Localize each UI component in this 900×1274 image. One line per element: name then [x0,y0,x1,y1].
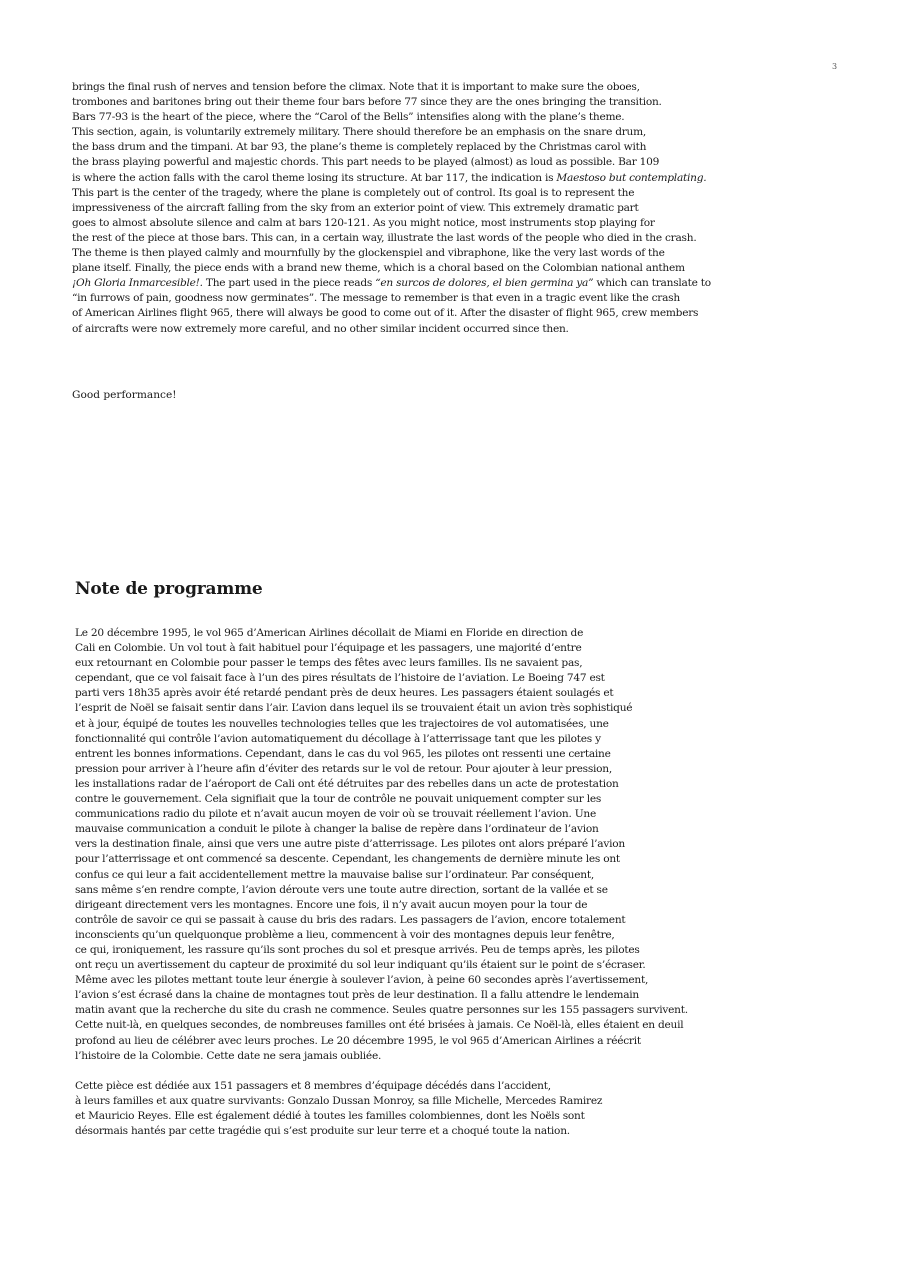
text-line [72,171,812,186]
text-line: eux retournant en Colombie pour passer le temps des fêtes avec leurs familles. Ils ne savaient pas, [75,657,583,670]
text-line: plane itself. Finally, the piece ends with a brand new theme, which is a choral based on the Colombian national anthem [72,262,685,275]
text-line: Cali en Colombie. Un vol tout à fait habituel pour l’équipage et les passagers, une majorité d’entre [75,642,582,655]
text-line: trombones and baritones bring out their theme four bars before 77 since they are the ones bringing the transition. [72,96,662,109]
text-line: l’avion s’est écrasé dans la chaine de montagnes tout près de leur destination. Il a fallu attendre le lendemain [75,989,639,1002]
closing-line: Good performance! [72,389,177,401]
text-line: “in furrows of pain, goodness now germinates”. The message to remember is that even in a tragic event like the crash [72,292,680,305]
text-line: Cette pièce est dédiée aux 151 passagers et 8 membres d’équipage décédés dans l’accident, [75,1079,551,1092]
text-line: inconscients qu’un quelquonque problème a lieu, commencent à voir des montagnes depuis leur fenêtre, [75,928,615,941]
text-line: parti vers 18h35 après avoir été retardé pendant près de deux heures. Les passagers étaient soulagés et [75,687,614,700]
text-line: of aircrafts were now extremely more careful, and no other similar incident occurred since then. [72,322,569,335]
anthem-title: ¡Oh Gloria Inmarcesible!. [72,277,203,290]
text-line: dirigeant directement vers les montagnes. Encore une fois, il n’y avait aucun moyen pour la tour de [75,898,588,911]
text-line: et Mauricio Reyes. Elle est également dédié à toutes les familles colombiennes, dont les Noëls sont [75,1109,585,1122]
text-segment: which can translate to [593,277,711,290]
text-line: matin avant que la recherche du site du crash ne commence. Seules quatre personnes sur les 155 passagers survivent. [75,1004,688,1017]
text-line: contrôle de savoir ce qui se passait à cause du bris des radars. Les passagers de l’avion, encore totalement [75,913,626,926]
text-line [72,276,812,291]
anthem-quote: “en surcos de dolores, el bien germina ya” [375,277,594,290]
text-line: les installations radar de l’aéroport de Cali ont été détruites par des rebelles dans un acte de protestation [75,777,619,790]
text-line: contre le gouvernement. Cela signifiait que la tour de contrôle ne pouvait uniquement compter sur les [75,793,602,806]
text-line: ont reçu un avertissement du capteur de proximité du sol leur indiquant qu’ils étaient sur le point de s’écraser. [75,959,646,972]
text-line: of American Airlines flight 965, there will always be good to come out of it. After the disaster of flight 965, crew members [72,307,699,320]
text-line: the rest of the piece at those bars. This can, in a certain way, illustrate the last words of the people who died in the crash. [72,231,697,244]
text-line: the brass playing powerful and majestic chords. This part needs to be played (almost) as loud as possible. Bar 109 [72,156,660,169]
text-line: impressiveness of the aircraft falling from the sky from an exterior point of view. This extremely dramatic part [72,201,639,214]
text-line: communications radio du pilote et n’avait aucun moyen de voir où se trouvait réellement l’avion. Une [75,808,596,821]
french-body [75,626,795,1064]
text-line: et à jour, équipé de toutes les nouvelles technologies telles que les trajectoires de vol automatisées, une [75,717,609,730]
text-line: fonctionnalité qui contrôle l’avion automatiquement du décollage à l’atterrissage tant que les pilotes y [75,732,601,745]
text-line: l’histoire de la Colombie. Cette date ne sera jamais oubliée. [75,1049,382,1062]
text-line: pour l’atterrissage et ont commencé sa descente. Cependant, les changements de dernière minute les ont [75,853,620,866]
text-line: cependant, que ce vol faisait face à l’un des pires résultats de l’histoire de l’aviation. Le Boeing 747 est [75,672,605,685]
text-line: Bars 77-93 is the heart of the piece, where the “Carol of the Bells” intensifies along with the plane’s theme. [72,111,625,124]
text-line: profond au lieu de célébrer avec leurs proches. Le 20 décembre 1995, le vol 965 d’American Airlines a réécrit [75,1034,641,1047]
section-title: Note de programme [75,579,263,599]
text-line: sans même s’en rendre compte, l’avion déroute vers une toute autre direction, sortant de la vallée et se [75,883,608,896]
text-line: The theme is then played calmly and mournfully by the glockenspiel and vibraphone, like the very last words of the [72,247,665,260]
text-line: This section, again, is voluntarily extremely military. There should therefore be an emphasis on the snare drum, [72,126,647,139]
text-segment: is where the action falls with the carol theme losing its structure. At bar 117, the indication is [72,171,557,184]
text-line: pression pour arriver à l’heure afin d’éviter des retards sur le vol de retour. Pour ajouter à leur pression, [75,762,612,775]
text-line: désormais hantés par cette tragédie qui s’est produite sur leur terre et a choqué toute la nation. [75,1125,570,1137]
text-line: à leurs familles et aux quatre survivants: Gonzalo Dussan Monroy, sa fille Michelle, Mercedes Ramirez [75,1094,603,1107]
text-line: Le 20 décembre 1995, le vol 965 d’American Airlines décollait de Miami en Floride en direction de [75,627,584,639]
text-line: l’esprit de Noël se faisait sentir dans l’air. L’avion dans lequel ils se trouvaient était un avion très sophistiqué [75,702,633,715]
page-number: 3 [832,62,838,71]
text-line: the bass drum and the timpani. At bar 93, the plane’s theme is completely replaced by the Christmas carol with [72,141,647,154]
text-line: This part is the center of the tragedy, where the plane is completely out of control. Its goal is to represent the [72,186,635,199]
text-line: ce qui, ironiquement, les rassure qu’ils sont proches du sol et presque arrivés. Peu de temps après, les pilotes [75,943,640,956]
text-line: entrent les bonnes informations. Cependant, dans le cas du vol 965, les pilotes ont ressenti une certaine [75,747,611,760]
text-segment: The part used in the piece reads [202,277,376,290]
text-line: mauvaise communication a conduit le pilote à changer la balise de repère dans l’ordinateur de l’avion [75,823,599,836]
tempo-indication: Maestoso but contemplating. [556,171,707,184]
text-line: goes to almost absolute silence and calm at bars 120-121. As you might notice, most instruments stop playing for [72,216,655,229]
text-line: confus ce qui leur a fait accidentellement mettre la mauvaise balise sur l’ordinateur. Par conséquent, [75,868,594,881]
french-program-note [75,626,795,1139]
text-line: vers la destination finale, ainsi que vers une autre piste d’atterrissage. Les pilotes ont alors préparé l’avion [75,838,625,851]
text-line: brings the final rush of nerves and tension before the climax. Note that it is important to make sure the oboes, [72,81,640,93]
text-line: Même avec les pilotes mettant toute leur énergie à soulever l’avion, à peine 60 secondes après l’avertissement, [75,974,649,987]
text-line: Cette nuit-là, en quelques secondes, de nombreuses familles ont été brisées à jamais. Ce Noël-là, elles étaient en deuil [75,1019,684,1032]
english-program-note [72,80,812,337]
dedication [75,1079,795,1139]
